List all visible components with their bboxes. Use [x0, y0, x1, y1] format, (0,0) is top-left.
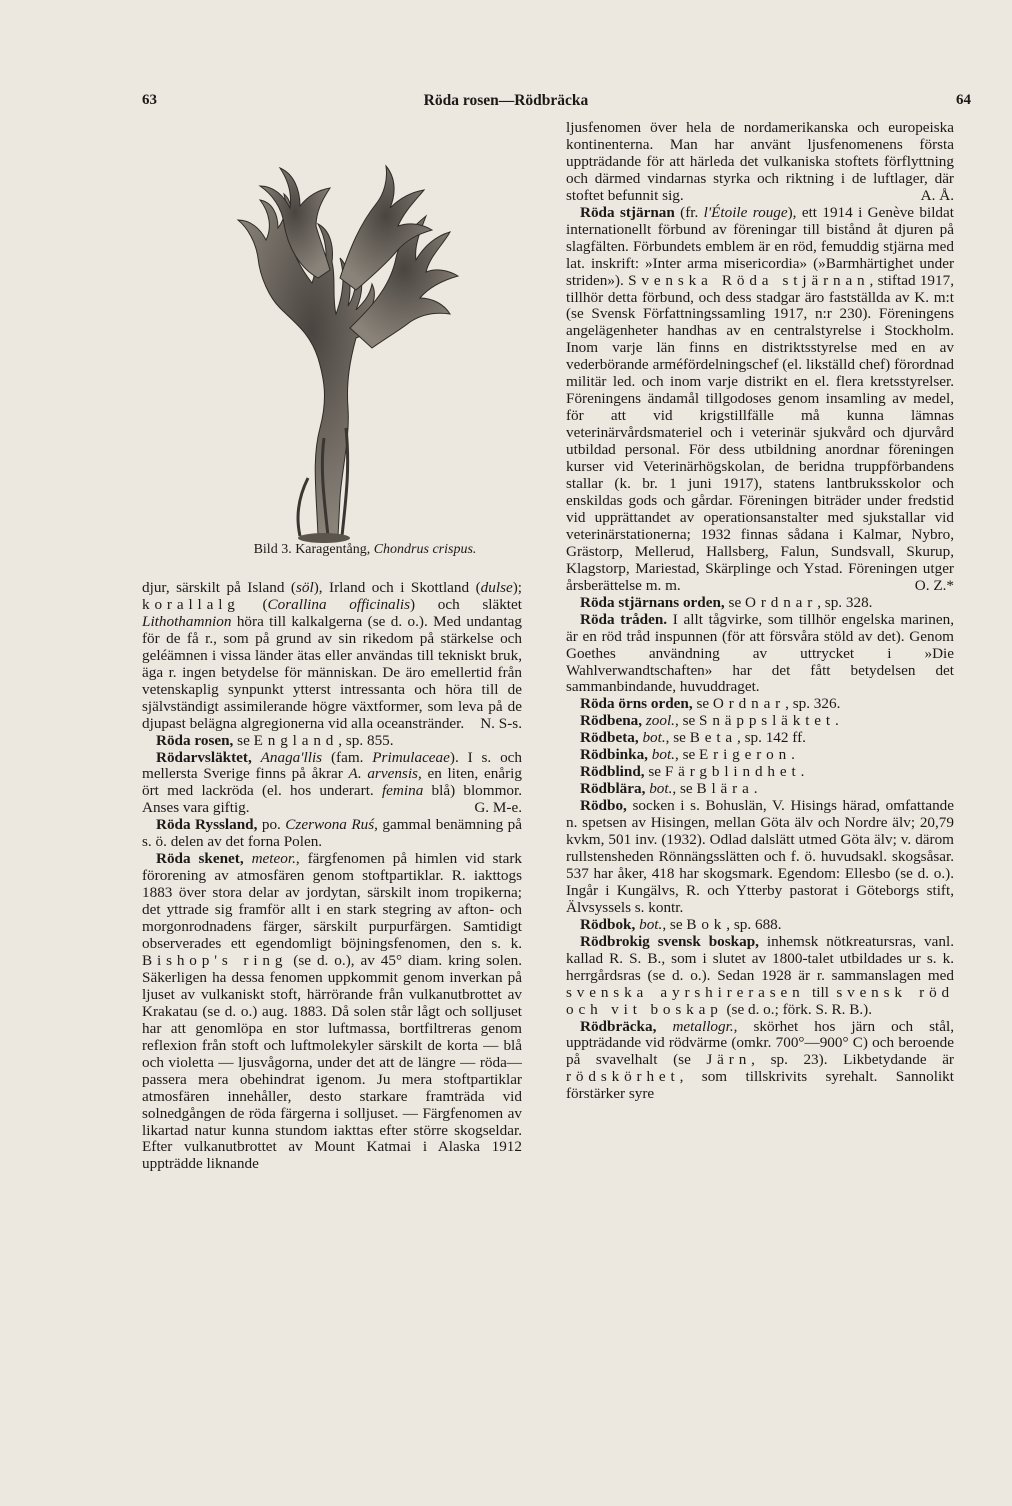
entry-rodbok: Rödbok, bot., se Bok, sp. 688.: [580, 915, 782, 933]
entry-rodbracka: Rödbräcka, metallogr., skörhet hos järn och stål, uppträdande vid rödvärme (omkr. 700°—900° C) och beroende på svavelhalt (se Järn, sp. 23). Likbetydande är rödskörhet, som tillskrivits syrehalt. Sannolikt förstärker syre: [566, 1017, 954, 1103]
entry-rodarvslaktet: Rödarvsläktet, Anaga'llis (fam. Primulaceae). I s. och mellersta Sverige finns på åkrar A. arvensis, en liten, enårig ört med lackröda (el. hos underart. femina blå) blommor. Anses vara giftig. G. M-e.: [142, 748, 522, 817]
left-column: [142, 580, 522, 1173]
paragraph: ljusfenomen över hela de nordamerikanska och europeiska kontinenterna. Man har använt ljusfenomenens första uppträdande för att härleda det vulkaniska stoftets förflyttning och därmed vindarnas styrka och riktning i de luftlager, där stoftet befunnit sig. A. Å.: [566, 119, 954, 204]
entry-rodbo: Rödbo, socken i s. Bohuslän, V. Hisings härad, omfattande n. spetsen av Hisingen, mellan Göta älv och Nordre älv; 20,79 kvkm, 501 inv. (1932). Odlad dalslätt utmed Göta älv; v. därom rullstensheden Rönnängsslätten och f. ö. huvudsakl. skogsåsar. 537 har åker, 418 har skogsmark. Egendom: Ellesbo (se d. o.). Ingår i Kungälvs, R. och Ytterby pastorat i Göteborgs stift, Älvsyssels s. kontr.: [566, 797, 954, 916]
entry-roda-ryssland: Röda Ryssland, po. Czerwona Ruś, gammal benämning på s. ö. delen av det forna Polen.: [142, 816, 522, 851]
entry-roda-stjarnans-orden: Röda stjärnans orden, se Ordnar, sp. 328.: [580, 593, 873, 611]
entry-rodblind: Rödblind, se Färgblindhet.: [580, 763, 805, 781]
entry-rodbena: Rödbena, zool., se Snäppsläktet.: [580, 712, 839, 730]
entry-rodblara: Rödblära, bot., se Blära.: [580, 780, 758, 798]
figure-caption: Bild 3. Karagentång, Chondrus crispus.: [253, 542, 477, 557]
entry-roda-stjarnan: Röda stjärnan (fr. l'Étoile rouge), ett 1914 i Genève bildat internationellt förbund av föreningar till bistånd åt djuren på slagfälten. Förbundets emblem är en röd, femuddig stjärna med lat. inskrift: »Inter arma misericordia» (»Barmhärtighet under striden»). Svenska Röda stjärnan, stiftad 1917, tillhör detta förbund, och dess stadgar äro fastställda av K. m:t (se Svensk Författningssamling 1917, n:r 230). Föreningens angelägenheter handhas av en centralstyrelse i Stockholm. Inom varje län finns en distriktsstyrelse med en av vederbörande arméfördelningschef (el. likställd chef) förordnad militär led. och inom varje distrikt en el. flera kretsstyrelser. Föreningens ändamål tillgodoses genom insamling av medel, för att vid krigstillfälle må kunna lämnas veterinärvårdsmateriel och i veterinär sjukvård och djurvård utbildad personal. För dess utbildning anordnar föreningen kurser vid Veterinärhögskolan, de beridna truppförbandens stallar (k. br. 1 juni 1917), statens lantbruksskolor och enskildas gods och gårdar. Föreningen biträder under fredstid vid upprättandet av operationsanstalter med sjukstallar vid veterinärstationerna; 1932 finnas sådana i Kalmar, Nybro, Grästorp, Mellerud, Hallsberg, Falun, Sundsvall, Skurup, Klagstorp, Mariestad, Skärplinge och Ystad. Föreningen utger årsberättelse m. m. O. Z.*: [566, 203, 954, 594]
running-title: Röda rosen—Rödbräcka: [423, 92, 589, 109]
entry-roda-rosen: Röda rosen, se England, sp. 855.: [156, 731, 394, 749]
entry-rodbeta: Rödbeta, bot., se Beta, sp. 142 ff.: [580, 729, 806, 747]
right-column: [566, 120, 954, 1103]
seaweed-illustration: [200, 128, 520, 548]
page-header: [0, 92, 1012, 116]
page-number-left: 63: [142, 92, 157, 108]
entry-rodbinka: Rödbinka, bot., se Erigeron.: [580, 746, 795, 764]
entry-rodbrokig-svensk-boskap: Rödbrokig svensk boskap, inhemsk nötkreatursras, vanl. kallad R. S. B., som i slutet av 1800-talet utbildades ur s. k. herrgårdsras (se d. o.). Sedan 1928 är r. sammanslagen med svenska ayrshirerasen till svensk röd och vit boskap (se d. o.; förk. S. R. B.).: [566, 932, 954, 1018]
paragraph: djur, särskilt på Island (söl), Irland och i Skottland (dulse); korallalg (Corallina officinalis) och släktet Lithothamnion höra till kalkalgerna (se d. o.). Med undantag för de få r., som på grund av sin rikedom på stärkelse och geléämnen i vissa länder ätas eller användas till tekniskt bruk, äga r. ingen betydelse för människan. De äro emellertid från vetenskaplig synpunkt ytterst intressanta och höra till de självständigt assimilerande högre växtformer, som leva på de djupast belägna algregionerna vid alla oceanstränder. N. S-s.: [142, 579, 522, 732]
entry-roda-skenet: Röda skenet, meteor., färgfenomen på himlen vid stark förorening av atmosfären genom stoftpartiklar. R. iakttogs 1883 över stora delar av jordytan, särskilt inom tropikerna; det yttrade sig framför allt i en stark stegring av afton- och morgonrodnadens färger, särskilt purpurfärgen. Samtidigt observerades ett egendomligt böjningsfenomen, den s. k. Bishop's ring (se d. o.), av 45° diam. kring solen. Säkerligen ha dessa fenomen uppkommit genom inverkan på ljuset av vulkaniskt stoft, härrörande från vulkanutbrottet av Krakatau (se d. o.) aug. 1883. Då solen står lågt och solljuset har att genomlöpa en stor luftmassa, bortfiltreras genom reflexion från stoft och luftmolekyler särskilt de korta — blå och violetta — ljusvågorna, under det att de längre — röda— passera mera obehindrat igenom. Ju mera stoftpartiklar atmosfären innehåller, desto starkare framträda vid solnedgången de röda färgerna i solljuset. — Färgfenomen av likartad natur kunna stundom iakttas efter större skogseldar. Efter vulkanutbrottet av Mount Katmai i Alaska 1912 uppträdde liknande: [142, 850, 522, 1173]
page-number-right: 64: [956, 92, 971, 108]
entry-roda-orns-orden: Röda örns orden, se Ordnar, sp. 326.: [580, 695, 841, 713]
entry-roda-traden: Röda tråden. I allt tågvirke, som tillhör engelska marinen, är en röd tråd inspunnen (för att försvåra stöld av det). Genom Goethes användning av uttrycket i »Die Wahlverwandtschaften» har det fått betydelsen det sammanbindande, huvuddraget.: [566, 610, 954, 696]
